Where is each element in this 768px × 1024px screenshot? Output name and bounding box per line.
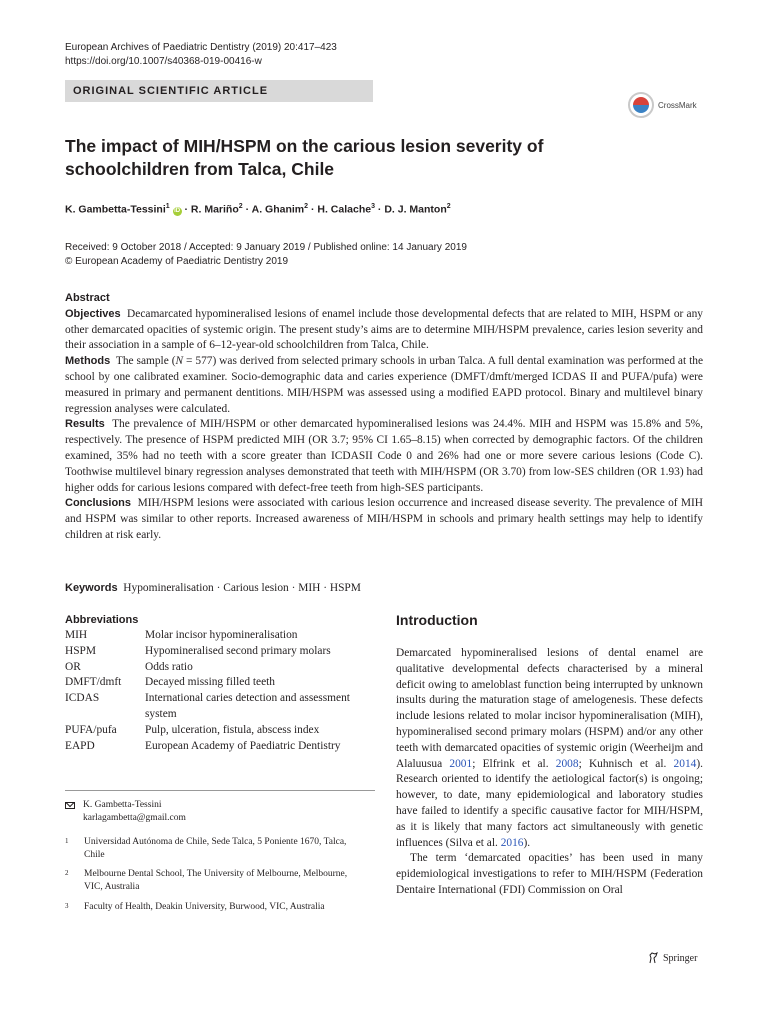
keywords: [65, 582, 361, 594]
abstract: [65, 291, 703, 544]
intro-paragraph: The term ‘demarcated opacities’ has been used in many epidemiological investigations to refer to MIH/HSPM (Federation Dentaire International (FDI) Commission on Oral: [396, 852, 703, 896]
abstract-conclusions: [65, 496, 703, 543]
citation-link[interactable]: 2016: [500, 836, 524, 849]
abbreviation-row: MIH Molar incisor hypomineralisation: [65, 629, 298, 641]
abbreviation-row: DMFT/dmft Decayed missing filled teeth: [65, 676, 276, 689]
journal-citation: European Archives of Paediatric Dentistry (2019) 20:417–423: [65, 42, 337, 53]
article-title: The impact of MIH/HSPM on the carious lesion severity of schoolchildren from Talca, Chile: [65, 136, 544, 179]
affiliation-1: 1 Universidad Autónoma de Chile, Sede Talca, 5 Poniente 1670, Talca, Chile: [65, 837, 347, 860]
results-text: The prevalence of MIH/HSPM or other demarcated hypomineralised lesions was 24.4%. MIH and HSPM was 15.8% and 5%, respectively. The presence of HSPM predicted MIH (OR 3.7; 95% CI 1.65–8.15) when corrected by demographic factors. Of the children examined, 35% had no teeth with a score greater than ICDASII Code 0 and 26% had one or more severe carious lesions (Code C). Toothwise multilevel binary regression analyses demonstrated that teeth with MIH/HSPM (OR 3.70) from low-SES children (OR 1.93) had higher odds for carious lesions compared with defect-free teeth from high-SES participants.: [65, 418, 704, 494]
abbreviations-heading: Abbreviations: [65, 614, 139, 626]
springer-horse-icon: [648, 952, 659, 964]
publisher-logo: [648, 952, 697, 964]
intro-paragraph: Demarcated hypomineralised lesions of dental enamel are qualitative developmental defects characterised by a mineral deficit owing to ameloblast function being interrupted by unknown insults during the maturation stage of amelogenesis. These defects include lesions related to molar incisor hypomineralisation (MIH), hypomineralised second primary molars (HSPM) and/or any other teeth with demarcated opacities of systemic origin (Weerheijm and Alaluusua 2001; Elfrink et al. 2008; Kuhnisch et al. 2014). Research oriented to identify the aetiological factor(s) is ongoing; however, to date, many epidemiological and laboratory studies have failed to identify a specific causative factor for MIH/HSPM, as it is likely that many factors act simultaneously with genetic influences (Silva et al. 2016).: [396, 647, 703, 849]
conclusions-heading: Conclusions: [65, 497, 132, 510]
abbreviation-row: EAPD European Academy of Paediatric Dentistry: [65, 739, 341, 752]
results-heading: Results: [65, 418, 105, 431]
citation-link[interactable]: 2001: [449, 757, 473, 770]
publisher-name: Springer: [663, 952, 698, 964]
correspondence: [65, 799, 186, 825]
publication-dates: [65, 241, 467, 269]
doi-link[interactable]: https://doi.org/10.1007/s40368-019-00416-w: [65, 56, 262, 67]
author-affiliation-ref: 1: [165, 203, 170, 210]
abbreviations: [65, 614, 375, 754]
author-list: K. Gambetta-Tessini$^1$ iD · R. Mariño$^2$ · A. Ghanim$^2$ · H. Calache$^3$ · D. J. Manton$^2$: [65, 203, 451, 216]
copyright-line: © European Academy of Paediatric Dentistry 2019: [65, 256, 289, 267]
introduction-body: [396, 646, 703, 899]
journal-header: [65, 41, 337, 69]
crossmark-label: CrossMark: [658, 100, 697, 110]
affiliation-3: 3 Faculty of Health, Deakin University, Burwood, VIC, Australia: [65, 902, 325, 912]
author-name[interactable]: D. J. Manton: [384, 203, 447, 216]
crossmark-icon: [628, 92, 654, 118]
author-affiliation-ref: 2: [446, 203, 451, 210]
abbreviation-row: OR Odds ratio: [65, 660, 193, 673]
envelope-icon: [65, 802, 75, 809]
footnote-divider: [65, 790, 375, 791]
correspondence-name: K. Gambetta-Tessini: [83, 800, 162, 810]
author-name[interactable]: K. Gambetta-Tessini: [65, 203, 166, 216]
abstract-heading: Abstract: [65, 292, 110, 304]
methods-heading: Methods: [65, 355, 111, 368]
author-affiliation-ref: 2: [304, 203, 309, 210]
author-name[interactable]: A. Ghanim: [251, 203, 305, 216]
keywords-heading: Keywords: [65, 582, 118, 594]
author-affiliation-ref: 3: [371, 203, 375, 210]
orcid-icon[interactable]: iD: [174, 207, 181, 214]
abbreviation-row: PUFA/pufa Pulp, ulceration, fistula, abscess index: [65, 723, 320, 736]
abbreviation-row: HSPM Hypomineralised second primary molars: [65, 644, 331, 657]
author-affiliation-ref: 2: [238, 203, 243, 210]
dates-line: Received: 9 October 2018 / Accepted: 9 January 2019 / Published online: 14 January 2019: [65, 242, 467, 253]
abbreviation-row: ICDAS International caries detection and assessment system: [65, 692, 350, 720]
citation-link[interactable]: 2008: [555, 757, 579, 770]
author-name[interactable]: R. Mariño: [190, 203, 239, 216]
objectives-text: Decamarcated hypomineralised lesions of enamel include those developmental defects that are related to MIH, HSPM or any other demarcated opacities of systemic origin. The present study’s aims are to determine MIH/HSPM prevalence, caries lesion severity and their association in a sample of 6–12-year-old schoolchildren from Talca, Chile.: [65, 307, 703, 352]
affiliation-2: 2 Melbourne Dental School, The University of Melbourne, Melbourne, VIC, Australia: [65, 869, 348, 892]
abstract-objectives: [65, 307, 703, 354]
abstract-results: [65, 417, 703, 496]
abstract-methods: Methods The sample (N = 577) was derived from selected primary schools in urban Talca. A full dental examination was performed at the school by one calibrated examiner. Socio-demographic data and caries experience (DMFT/dmft/merged ICDAS II and PUFA/pufa) were measured in primary and permanent dentitions. MIH/HSPM was assessed using a modified EAPD protocol. Binary and multilevel binary regression analyses were calculated.: [65, 355, 703, 415]
crossmark-badge[interactable]: [628, 92, 697, 118]
correspondence-email[interactable]: karlagambetta@gmail.com: [83, 813, 186, 823]
objectives-heading: Objectives: [65, 307, 121, 320]
keywords-text: Hypomineralisation · Carious lesion · MIH · HSPM: [123, 582, 361, 594]
conclusions-text: MIH/HSPM lesions were associated with carious lesion occurrence and increased disease severity. The prevalence of MIH and HSPM was similar to other reports. Increased awareness of MIH/HSPM in schools and primary health settings may help to identify children at risk early.: [65, 497, 704, 541]
author-name[interactable]: H. Calache: [317, 203, 372, 216]
article-type-banner: ORIGINAL SCIENTIFIC ARTICLE: [65, 80, 373, 102]
citation-link[interactable]: 2014: [673, 757, 697, 770]
introduction-heading: Introduction: [396, 612, 478, 628]
